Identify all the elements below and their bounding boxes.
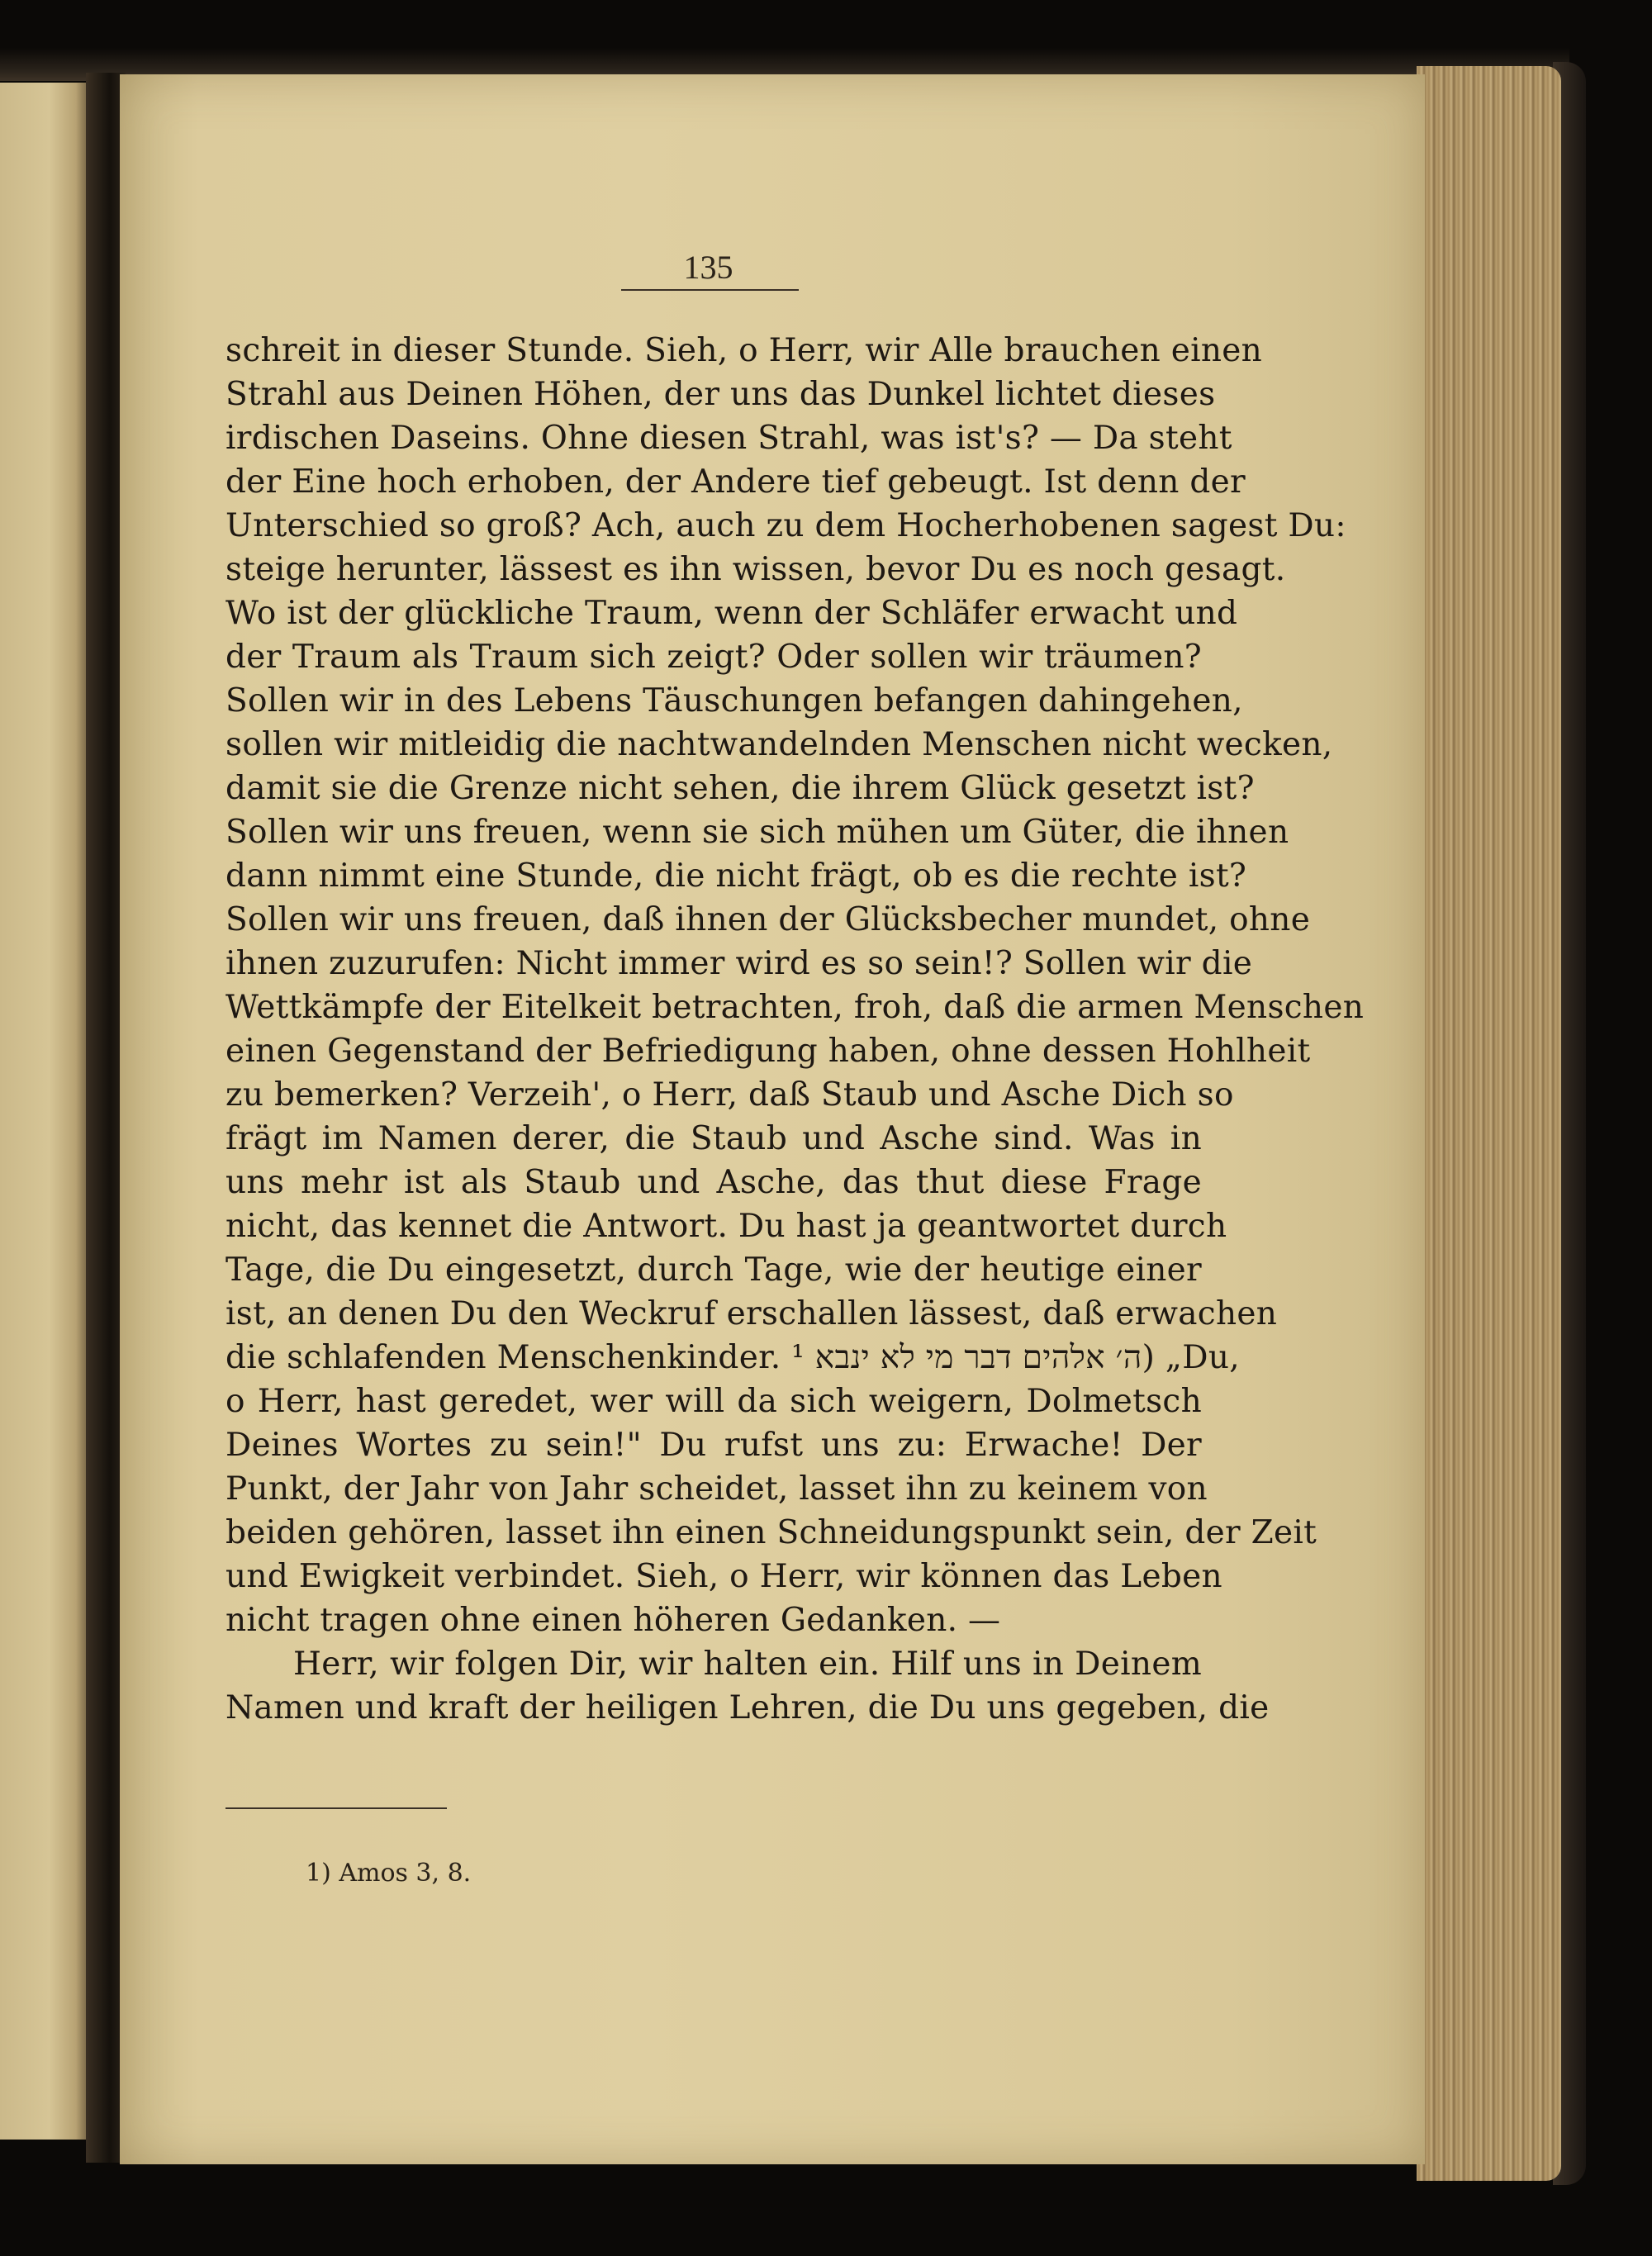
page-stack-edges bbox=[1417, 66, 1561, 2181]
text-line: Wo ist der glückliche Traum, wenn der Schläfer erwacht und bbox=[225, 595, 1238, 632]
text-line: der Traum als Traum sich zeigt? Oder sollen wir träumen? bbox=[225, 639, 1202, 676]
text-line: Wettkämpfe der Eitelkeit betrachten, froh, daß die armen Menschen bbox=[225, 989, 1365, 1026]
text-line: o Herr, hast geredet, wer will da sich weigern, Dolmetsch bbox=[225, 1383, 1202, 1420]
text-line: Namen und kraft der heiligen Lehren, die Du uns gegeben, die bbox=[225, 1689, 1270, 1726]
text-line: nicht, das kennet die Antwort. Du hast ja geantwortet durch bbox=[225, 1208, 1227, 1245]
text-line: dann nimmt eine Stunde, die nicht frägt, ob es die rechte ist? bbox=[225, 857, 1247, 895]
text-line: ist, an denen Du den Weckruf erschallen lässest, daß erwachen bbox=[225, 1295, 1278, 1332]
page-number: 135 bbox=[683, 249, 733, 286]
text-line: Tage, die Du eingesetzt, durch Tage, wie der heutige einer bbox=[225, 1251, 1202, 1289]
page-number-rule bbox=[621, 289, 799, 291]
text-line: frägt im Namen derer, die Staub und Asche sind. Was in bbox=[225, 1120, 1202, 1157]
text-line: Unterschied so groß? Ach, auch zu dem Hocherhobenen sagest Du: bbox=[225, 507, 1346, 544]
text-line: Punkt, der Jahr von Jahr scheidet, lasset ihn zu keinem von bbox=[225, 1470, 1208, 1508]
text-line: uns mehr ist als Staub und Asche, das thut diese Frage bbox=[225, 1164, 1202, 1201]
text-line: der Eine hoch erhoben, der Andere tief gebeugt. Ist denn der bbox=[225, 463, 1246, 501]
text-line: und Ewigkeit verbindet. Sieh, o Herr, wir können das Leben bbox=[225, 1558, 1222, 1595]
text-line: irdischen Daseins. Ohne diesen Strahl, was ist's? — Da steht bbox=[225, 420, 1232, 457]
body-text bbox=[225, 329, 1365, 1730]
left-page-edge bbox=[0, 83, 89, 2140]
text-line: einen Gegenstand der Befriedigung haben, ohne dessen Hohlheit bbox=[225, 1033, 1311, 1070]
text-line: Herr, wir folgen Dir, wir halten ein. Hilf uns in Deinem bbox=[293, 1646, 1202, 1683]
footnote-rule bbox=[225, 1807, 447, 1809]
text-line: steige herunter, lässest es ihn wissen, bevor Du es noch gesagt. bbox=[225, 551, 1286, 588]
text-line: Sollen wir in des Lebens Täuschungen befangen dahingehen, bbox=[225, 682, 1243, 720]
text-line: zu bemerken? Verzeih', o Herr, daß Staub und Asche Dich so bbox=[225, 1076, 1234, 1114]
footnote: 1) Amos 3, 8. bbox=[306, 1859, 472, 1888]
text-line: die schlafenden Menschenkinder. ה׳ אלהים דבר מי לא ינבא ¹) „Du, bbox=[225, 1339, 1240, 1376]
text-line: Deines Wortes zu sein!" Du rufst uns zu: Erwache! Der bbox=[225, 1427, 1202, 1464]
text-line: schreit in dieser Stunde. Sieh, o Herr, wir Alle brauchen einen bbox=[225, 332, 1263, 369]
text-line: beiden gehören, lasset ihn einen Schneidungspunkt sein, der Zeit bbox=[225, 1514, 1317, 1551]
text-line: nicht tragen ohne einen höheren Gedanken. — bbox=[225, 1602, 1001, 1639]
text-line: ihnen zuzurufen: Nicht immer wird es so sein!? Sollen wir die bbox=[225, 945, 1253, 982]
text-line: Sollen wir uns freuen, wenn sie sich mühen um Güter, die ihnen bbox=[225, 814, 1289, 851]
text-line: sollen wir mitleidig die nachtwandelnden Menschen nicht wecken, bbox=[225, 726, 1333, 763]
text-line: Sollen wir uns freuen, daß ihnen der Glücksbecher mundet, ohne bbox=[225, 901, 1311, 938]
text-line: Strahl aus Deinen Höhen, der uns das Dunkel lichtet dieses bbox=[225, 376, 1216, 413]
text-line: damit sie die Grenze nicht sehen, die ihrem Glück gesetzt ist? bbox=[225, 770, 1255, 807]
